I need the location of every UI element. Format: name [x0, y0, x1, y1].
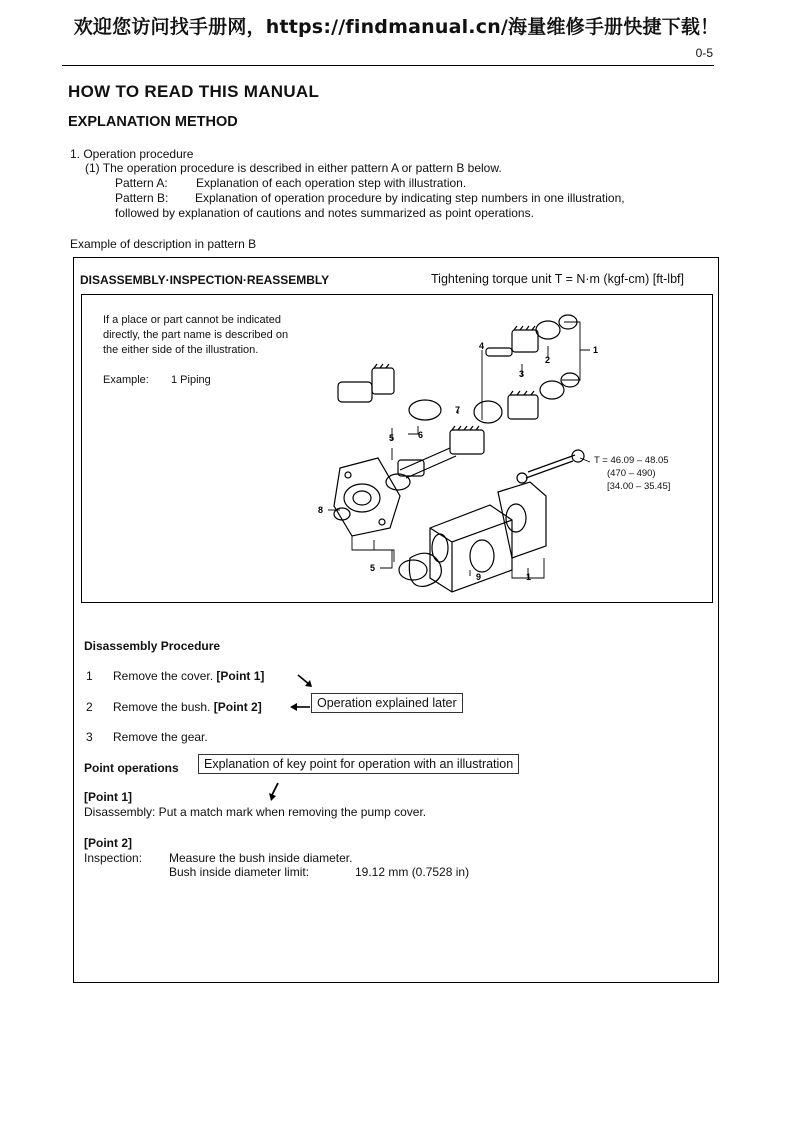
pattern-b-label: Pattern B: [115, 191, 169, 205]
rear-cover [498, 482, 546, 558]
note-line-2: directly, the part name is described on [103, 329, 289, 341]
torque-value-2: (470 – 490) [607, 468, 656, 479]
part-label: 8 [318, 505, 324, 515]
point-2-label: Inspection: [84, 851, 143, 865]
page-title: HOW TO READ THIS MANUAL [68, 82, 320, 101]
procedure-title: Disassembly Procedure [84, 639, 221, 653]
pattern-b-text: Explanation of operation procedure by indicating step numbers in one illustration, [195, 191, 625, 205]
step-number: 2 [86, 700, 93, 714]
callout-explained-later: Operation explained later [311, 693, 463, 713]
point-2-line-1: Measure the bush inside diameter. [169, 851, 353, 865]
example-caption: Example of description in pattern B [70, 237, 257, 251]
step-text [113, 669, 264, 684]
step-action: Remove the gear. [113, 730, 208, 744]
torque-value-3: [34.00 – 35.45] [607, 481, 671, 492]
box-title: DISASSEMBLY·INSPECTION·REASSEMBLY [80, 273, 330, 287]
part-label: 1 [593, 345, 599, 355]
step-number: 3 [86, 730, 93, 744]
page-number: 0-5 [695, 46, 713, 60]
pointer-arrow-icon [267, 781, 281, 803]
pattern-a-text: Explanation of each operation step with illustration. [196, 176, 467, 190]
intro-item-1: 1. Operation procedure [70, 147, 194, 161]
pump-exploded-illustration [290, 300, 710, 600]
part-label: 5 [370, 563, 376, 573]
step-action: Remove the cover. [113, 669, 214, 683]
part-label: 1 [526, 572, 532, 582]
intro-item-1-sub: (1) The operation procedure is described in either pattern A or pattern B below. [85, 161, 502, 175]
note-line-3: the either side of the illustration. [103, 344, 259, 356]
pattern-a-label: Pattern A: [115, 176, 168, 190]
torque-value-1: T = 46.09 – 48.05 [594, 455, 669, 466]
point-2-limit-value: 19.12 mm (0.7528 in) [355, 865, 470, 879]
step-action: Remove the bush. [113, 700, 211, 714]
left-arrow-icon [289, 701, 311, 713]
callout-key-point: Explanation of key point for operation with an illustration [198, 754, 519, 774]
example-value: 1 Piping [171, 374, 211, 386]
front-cover [334, 458, 400, 536]
part-label: 7 [455, 405, 461, 415]
left-gear-shaft [338, 364, 441, 420]
lower-gear-shaft [386, 426, 484, 490]
pattern-b-text-2: followed by explanation of cautions and notes summarized as point operations. [115, 206, 534, 220]
driven-gear-middle [474, 373, 579, 423]
step-point-ref: [Point 2] [213, 700, 262, 714]
point-2-title: [Point 2] [84, 836, 132, 850]
arrow-icon [296, 672, 316, 690]
point-1-text: Disassembly: Put a match mark when removing the pump cover. [84, 805, 427, 819]
point-2-limit-label: Bush inside diameter limit: [169, 865, 310, 879]
section-title: EXPLANATION METHOD [68, 114, 238, 130]
o-rings [399, 553, 441, 586]
part-label: 4 [479, 341, 485, 351]
part-label: 5 [389, 433, 395, 443]
part-label: 3 [519, 369, 525, 379]
header-rule [62, 65, 714, 66]
part-label: 2 [545, 355, 551, 365]
point-operations-label: Point operations [84, 761, 179, 775]
step-text [113, 700, 262, 715]
bolt [517, 450, 584, 483]
site-banner: 欢迎您访问找手册网，https://findmanual.cn/海量维修手册快捷下载！ [73, 16, 720, 38]
torque-unit: Tightening torque unit T = N·m (kgf-cm) [ft-lbf] [431, 272, 684, 286]
step-point-ref: [Point 1] [216, 669, 265, 683]
drive-gear-top [486, 315, 577, 356]
step-number: 1 [86, 669, 93, 683]
example-label: Example: [103, 374, 149, 386]
pump-housing [430, 505, 512, 592]
part-label: 9 [476, 572, 482, 582]
note-line-1: If a place or part cannot be indicated [103, 314, 281, 326]
point-1-title: [Point 1] [84, 790, 132, 804]
part-label: 6 [418, 430, 424, 440]
